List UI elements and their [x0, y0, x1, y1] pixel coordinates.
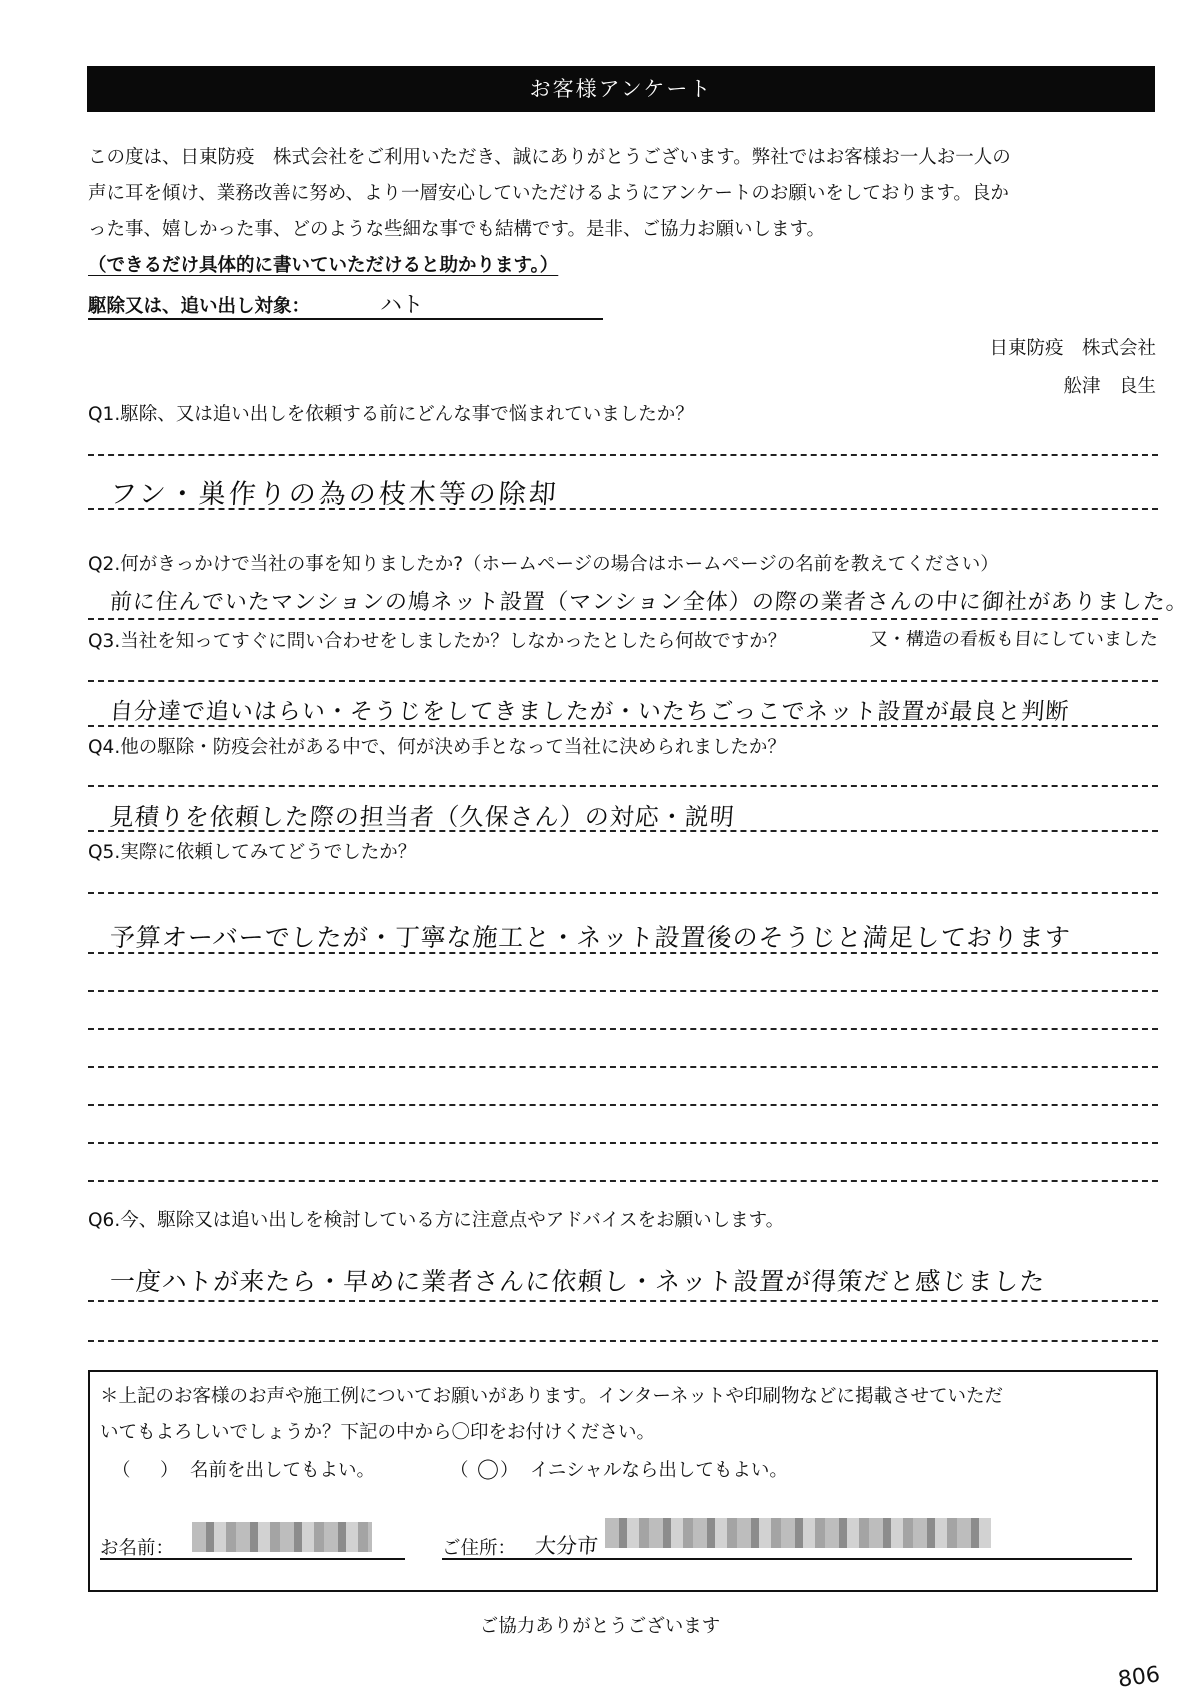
- answer-line: [88, 830, 1158, 832]
- answer-q4: 見積りを依頼した際の担当者（久保さん）の対応・説明: [108, 803, 736, 831]
- answer-line: [88, 1142, 1158, 1144]
- question-q2: Q2.何がきっかけで当社の事を知りましたか?（ホームページの場合はホームページの名前を教えてください）: [88, 554, 999, 575]
- answer-line: [88, 892, 1158, 894]
- name-underline: [100, 1558, 405, 1560]
- option-2-label: イニシャルなら出してもよい。: [530, 1460, 788, 1481]
- answer-q3-extra: 又・構造の看板も目にしていました: [869, 629, 1159, 650]
- footer-thanks: ご協力ありがとうございます: [479, 1616, 721, 1637]
- answer-line: [88, 725, 1158, 727]
- form-title: お客様アンケート: [87, 66, 1155, 112]
- address-value: 大分市: [534, 1534, 599, 1558]
- option-1-label: 名前を出してもよい。: [190, 1460, 376, 1481]
- name-label: お名前：: [100, 1538, 175, 1559]
- company-name: 日東防疫 株式会社: [989, 338, 1156, 359]
- answer-line: [88, 1300, 1158, 1302]
- intro-line-3: った事、嬉しかった事、どのような些細な事でも結構です。是非、ご協力お願いします。: [88, 219, 826, 240]
- answer-line: [88, 990, 1158, 992]
- question-q5: Q5.実際に依頼してみてどうでしたか？: [88, 842, 417, 863]
- answer-q6: 一度ハトが来たら・早めに業者さんに依頼し・ネット設置が得策だと感じました: [108, 1267, 1047, 1296]
- answer-q3: 自分達で追いはらい・そうじをしてきましたが・いたちごっこでネット設置が最良と判断: [108, 699, 1071, 725]
- target-label: 駆除又は、追い出し対象：: [88, 296, 311, 317]
- answer-line: [88, 1340, 1158, 1342]
- name-redacted: [192, 1522, 372, 1552]
- answer-line: [88, 1066, 1158, 1068]
- answer-line: [88, 680, 1158, 682]
- company-block: [989, 330, 1156, 406]
- option-2-mark[interactable]: 〇: [476, 1459, 499, 1484]
- target-underline: [88, 318, 603, 320]
- company-person: 舩津 良生: [1063, 376, 1156, 397]
- answer-line: [88, 785, 1158, 787]
- intro-line-1: この度は、日東防疫 株式会社をご利用いただき、誠にありがとうございます。弊社ではお客様お一人お一人の: [88, 147, 1011, 168]
- answer-line: [88, 1028, 1158, 1030]
- question-q6: Q6.今、駆除又は追い出しを検討している方に注意点やアドバイスをお願いします。: [88, 1210, 785, 1231]
- answer-line: [88, 508, 1158, 510]
- answer-q2: 前に住んでいたマンションの鳩ネット設置（マンション全体）の際の業者さんの中に御社がありました。: [108, 590, 1190, 615]
- answer-q5: 予算オーバーでしたが・丁寧な施工と・ネット設置後のそうじと満足しております: [108, 923, 1072, 952]
- intro-line-2: 声に耳を傾け、業務改善に努め、より一層安心していただけるようにアンケートのお願いをしております。良か: [88, 183, 1009, 204]
- option-1-paren-open: （: [112, 1460, 131, 1481]
- address-redacted: [605, 1518, 991, 1548]
- option-2-paren-open: （: [450, 1460, 469, 1481]
- answer-line: [88, 1104, 1158, 1106]
- page-number: 806: [1116, 1662, 1162, 1693]
- answer-line: [88, 454, 1158, 456]
- answer-line: [88, 952, 1158, 954]
- option-2-paren-close: ）: [500, 1460, 519, 1481]
- answer-q1: フン・巣作りの為の枝木等の除却: [108, 479, 560, 510]
- option-1-paren-close: ）: [160, 1460, 179, 1481]
- intro-note: （できるだけ具体的に書いていただけると助かります。）: [88, 255, 559, 276]
- consent-line-2: いてもよろしいでしょうか？下記の中から〇印をお付けください。: [100, 1422, 656, 1443]
- intro-paragraph: [88, 140, 1158, 284]
- question-q4: Q4.他の駆除・防疫会社がある中で、何が決め手となって当社に決められましたか？: [88, 737, 786, 758]
- address-underline: [442, 1558, 1132, 1560]
- target-value: ハト: [380, 293, 424, 318]
- answer-line: [88, 618, 1158, 620]
- question-q3: Q3.当社を知ってすぐに問い合わせをしましたか？しなかったとしたら何故ですか？: [88, 631, 787, 652]
- question-q1: Q1.駆除、又は追い出しを依頼する前にどんな事で悩まれていましたか？: [88, 404, 694, 425]
- answer-line: [88, 1180, 1158, 1182]
- address-label: ご住所：: [442, 1538, 517, 1559]
- consent-line-1: ＊上記のお客様のお声や施工例についてお願いがあります。インターネットや印刷物などに掲載させていただ: [100, 1386, 1003, 1407]
